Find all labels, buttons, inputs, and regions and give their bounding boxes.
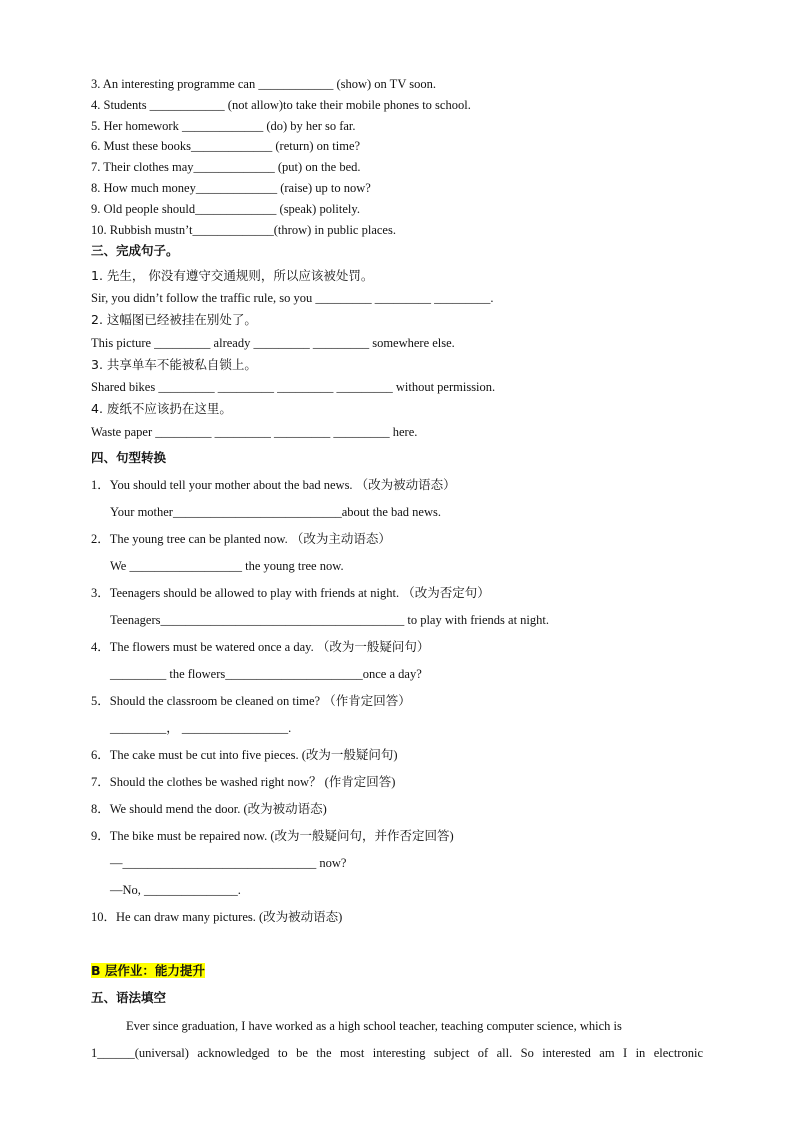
section-4-q6: 6．The cake must be cut into five pieces. (改为一般疑问句): [91, 748, 398, 762]
layer-b-title: [91, 963, 205, 979]
section-3-q3-chinese: 3. 共享单车不能被私自锁上。: [91, 357, 257, 372]
section-4-q9: 9．The bike must be repaired now. (改为一般疑问句，并作否定回答): [91, 829, 454, 843]
section-5-title: 五、语法填空: [91, 990, 167, 1005]
section-4-q2: 2．The young tree can be planted now. （改为主动语态）: [91, 532, 391, 546]
section-4-q3-answer: Teenagers_______________________________________ to play with friends at night.: [110, 613, 550, 627]
section-3-title: 三、完成句子。: [91, 243, 179, 258]
section-3-q1-chinese: 1. 先生， 你没有遵守交通规则，所以应该被处罚。: [91, 268, 374, 283]
section-5-paragraph-line-2: 1______(universal) acknowledged to be the most interesting subject of all. So interested am I in electronic: [91, 1046, 703, 1060]
section-4-q9-answer-1: —_______________________________ now?: [110, 856, 347, 870]
section-4-q10: 10．He can draw many pictures. (改为被动语态): [91, 910, 343, 924]
section-3-q4-chinese: 4. 废纸不应该扔在这里。: [91, 401, 232, 416]
exercise-item-3: 3. An interesting programme can ____________ (show) on TV soon.: [91, 77, 436, 91]
exercise-item-9: 9. Old people should_____________ (speak) politely.: [91, 202, 360, 216]
section-4-q4-answer: _________ the flowers______________________once a day?: [110, 667, 422, 681]
section-3-q2-chinese: 2. 这幅图已经被挂在别处了。: [91, 312, 257, 327]
section-3-q3-english: Shared bikes _________ _________ _________ _________ without permission.: [91, 380, 496, 394]
layer-b-title-highlight: B 层作业：能力提升: [91, 963, 205, 978]
section-4-q3: 3．Teenagers should be allowed to play with friends at night. （改为否定句）: [91, 586, 490, 600]
section-3-q2-english: This picture _________ already _________ _________ somewhere else.: [91, 336, 455, 350]
section-4-q1-answer: Your mother___________________________about the bad news.: [110, 505, 441, 519]
section-4-q5-answer: _________， _________________.: [110, 721, 292, 735]
section-4-q8: 8．We should mend the door. (改为被动语态): [91, 802, 327, 816]
section-4-q1: 1．You should tell your mother about the bad news. （改为被动语态）: [91, 478, 456, 492]
section-4-title: 四、句型转换: [91, 450, 167, 465]
section-4-q9-answer-2: —No, _______________.: [110, 883, 241, 897]
section-4-q7: 7．Should the clothes be washed right now？ (作肯定回答): [91, 775, 396, 789]
section-4-q2-answer: We __________________ the young tree now.: [110, 559, 344, 573]
section-5-paragraph-line-1: Ever since graduation, I have worked as a high school teacher, teaching computer science, which is: [126, 1019, 622, 1033]
section-3-q1-english: Sir, you didn’t follow the traffic rule, so you _________ _________ _________.: [91, 291, 494, 305]
section-3-q4-english: Waste paper _________ _________ _________ _________ here.: [91, 425, 418, 439]
section-4-q4: 4．The flowers must be watered once a day. （改为一般疑问句）: [91, 640, 430, 654]
section-4-q5: 5．Should the classroom be cleaned on time? （作肯定回答）: [91, 694, 411, 708]
exercise-item-7: 7. Their clothes may_____________ (put) on the bed.: [91, 160, 361, 174]
exercise-item-10: 10. Rubbish mustn’t_____________(throw) in public places.: [91, 223, 396, 237]
exercise-item-5: 5. Her homework _____________ (do) by her so far.: [91, 119, 356, 133]
exercise-item-8: 8. How much money_____________ (raise) up to now?: [91, 181, 371, 195]
exercise-item-6: 6. Must these books_____________ (return) on time?: [91, 139, 361, 153]
exercise-item-4: 4. Students ____________ (not allow)to take their mobile phones to school.: [91, 98, 471, 112]
